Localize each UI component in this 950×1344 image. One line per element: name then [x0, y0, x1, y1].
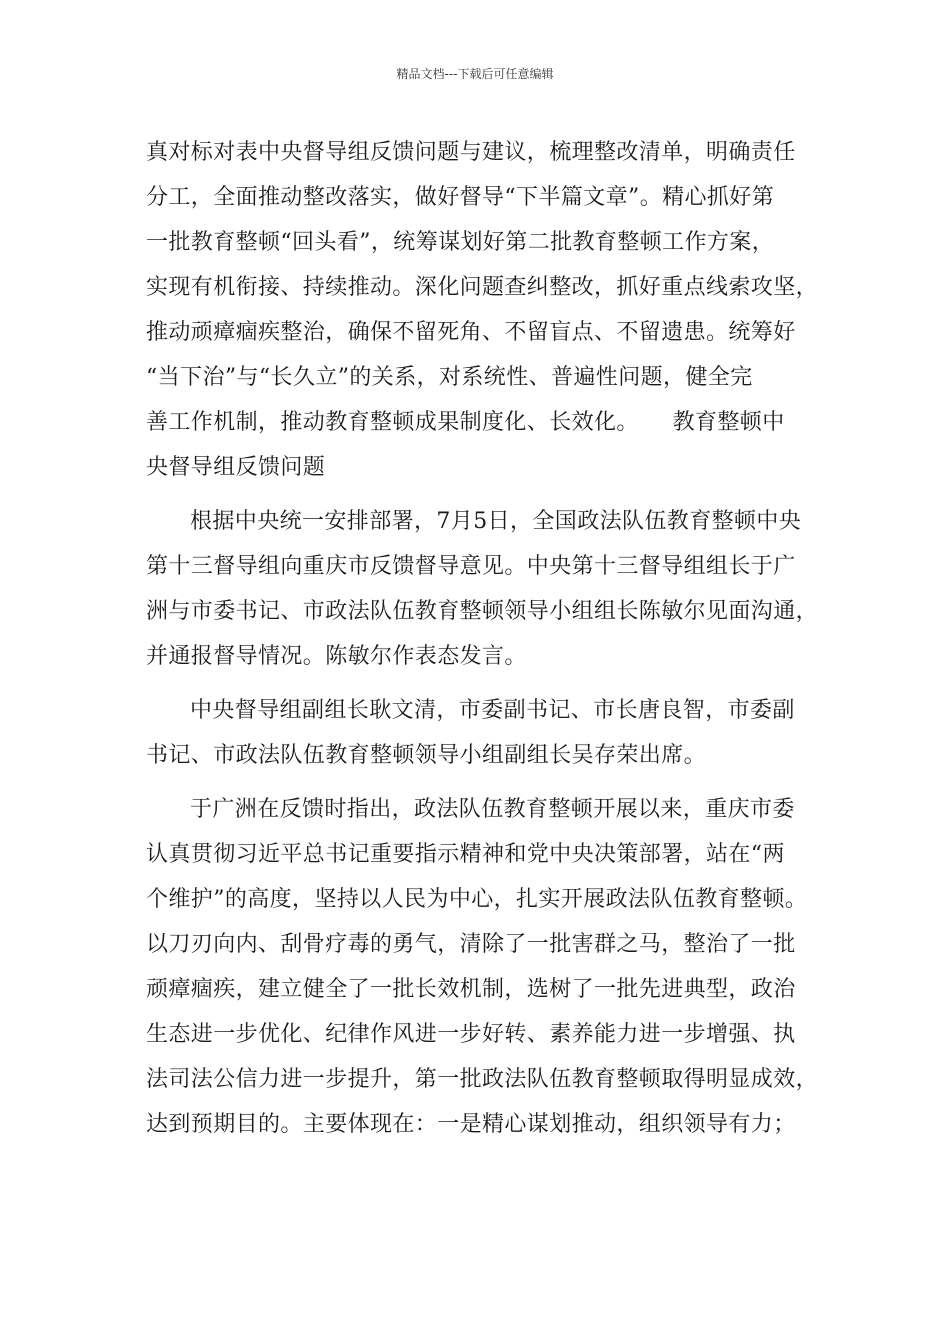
text-line: “当下治”与“长久立”的关系，对系统性、普遍性问题，健全完 [146, 365, 753, 390]
text-line: 真对标对表中央督导组反馈问题与建议，梳理整改清单，明确责任 [146, 140, 796, 165]
text-line: 善工作机制，推动教育整顿成果制度化、长效化。 教育整顿中 [146, 410, 785, 435]
paragraph-start: 中央督导组副组长耿文清，市委副书记、市长唐良智，市委副 [190, 698, 795, 723]
text-line: 实现有机衔接、持续推动。深化问题查纠整改，抓好重点线索攻坚， [146, 275, 819, 300]
paragraph-start: 根据中央统一安排部署，7月5日，全国政法队伍教育整顿中央 [190, 509, 802, 534]
text-line: 达到预期目的。主要体现在：一是精心谋划推动，组织领导有力； [146, 1112, 796, 1137]
text-line: 第十三督导组向重庆市反馈督导意见。中央第十三督导组组长于广 [146, 554, 796, 579]
text-line: 法司法公信力进一步提升，第一批政法队伍教育整顿取得明显成效， [146, 1067, 819, 1092]
document-body [146, 130, 819, 1147]
text-line: 一批教育整顿“回头看”，统筹谋划好第二批教育整顿工作方案， [146, 230, 775, 255]
text-line: 个维护”的高度，坚持以人民为中心，扎实开展政法队伍教育整顿。 [146, 887, 808, 912]
text-line: 央督导组反馈问题 [146, 455, 326, 480]
page-header: 精品文档---下载后可任意编辑 [396, 67, 554, 81]
text-line: 推动顽瘴痼疾整治，确保不留死角、不留盲点、不留遗患。统筹好 [146, 320, 796, 345]
text-line: 以刀刃向内、刮骨疗毒的勇气，清除了一批害群之马，整治了一批 [146, 932, 796, 957]
text-line: 顽瘴痼疾，建立健全了一批长效机制，选树了一批先进典型，政治 [146, 977, 796, 1002]
text-line: 分工，全面推动整改落实，做好督导“下半篇文章”。精心抓好第 [146, 185, 775, 210]
text-line: 认真贯彻习近平总书记重要指示精神和党中央决策部署，站在“两 [146, 842, 785, 867]
text-line: 生态进一步优化、纪律作风进一步好转、素养能力进一步增强、执 [146, 1022, 796, 1047]
text-line: 洲与市委书记、市政法队伍教育整顿领导小组组长陈敏尔见面沟通， [146, 599, 819, 624]
paragraph-start: 于广洲在反馈时指出，政法队伍教育整顿开展以来，重庆市委 [190, 797, 795, 822]
text-line: 并通报督导情况。陈敏尔作表态发言。 [146, 644, 527, 669]
text-line: 书记、市政法队伍教育整顿领导小组副组长吴存荣出席。 [146, 743, 707, 768]
